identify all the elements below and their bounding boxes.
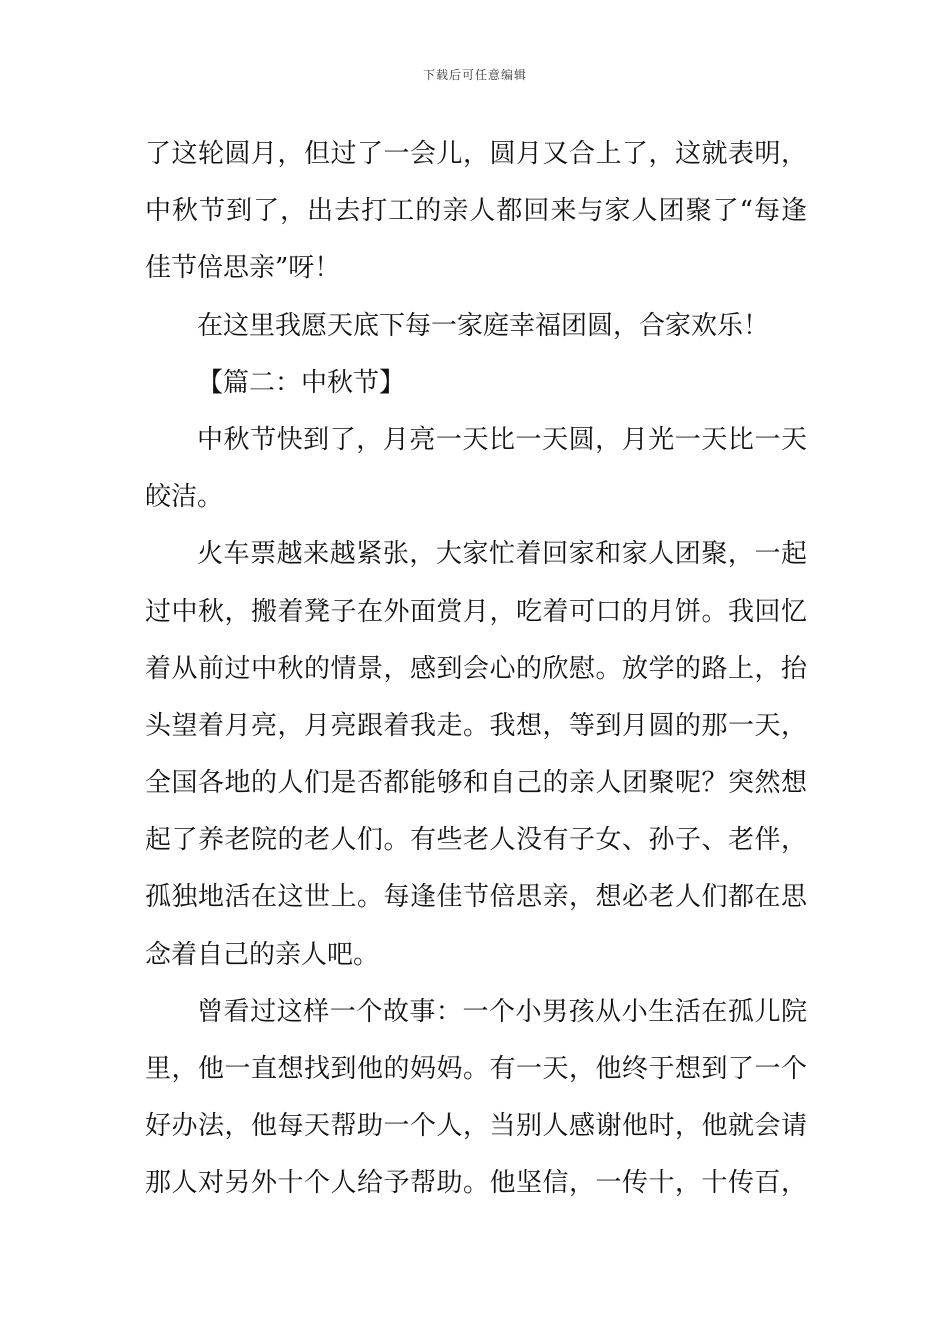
text-line: 念着自己的亲人吧。 (145, 939, 380, 970)
text-line: 中秋节到了，出去打工的亲人都回来与家人团聚了“每逢 (145, 196, 807, 227)
paragraph-start-line: 中秋节快到了，月亮一天比一天圆，月光一天比一天 (197, 424, 807, 455)
section-heading: 【篇二：中秋节】 (197, 367, 406, 398)
text-line: 起了养老院的老人们。有些老人没有子女、孙子、老伴， (145, 825, 807, 856)
text-line: 头望着月亮，月亮跟着我走。我想，等到月圆的那一天， (145, 710, 807, 741)
paragraph-start-line: 在这里我愿天底下每一家庭幸福团圆，合家欢乐！ (197, 310, 770, 341)
paragraph-start-line: 曾看过这样一个故事：一个小男孩从小生活在孤儿院 (197, 996, 807, 1027)
paragraph-start-line: 火车票越来越紧张，大家忙着回家和家人团聚，一起 (197, 539, 807, 570)
text-line: 了这轮圆月，但过了一会儿，圆月又合上了，这就表明， (145, 139, 807, 169)
text-line: 孤独地活在这世上。每逢佳节倍思亲，想必老人们都在思 (145, 882, 807, 913)
text-line: 那人对另外十个人给予帮助。他坚信，一传十，十传百， (145, 1168, 807, 1199)
text-line: 着从前过中秋的情景，感到会心的欣慰。放学的路上，抬 (145, 653, 807, 684)
text-line: 全国各地的人们是否都能够和自己的亲人团聚呢？突然想 (145, 768, 807, 799)
text-line: 过中秋，搬着凳子在外面赏月，吃着可口的月饼。我回忆 (145, 596, 807, 627)
text-line: 佳节倍思亲”呀！ (145, 253, 341, 284)
text-line: 好办法，他每天帮助一个人，当别人感谢他时，他就会请 (145, 1111, 807, 1142)
body-text (145, 126, 807, 1213)
text-line: 里，他一直想找到他的妈妈。有一天，他终于想到了一个 (145, 1054, 807, 1084)
text-line: 皎洁。 (145, 482, 224, 513)
header-note: 下载后可任意编辑 (422, 68, 527, 82)
